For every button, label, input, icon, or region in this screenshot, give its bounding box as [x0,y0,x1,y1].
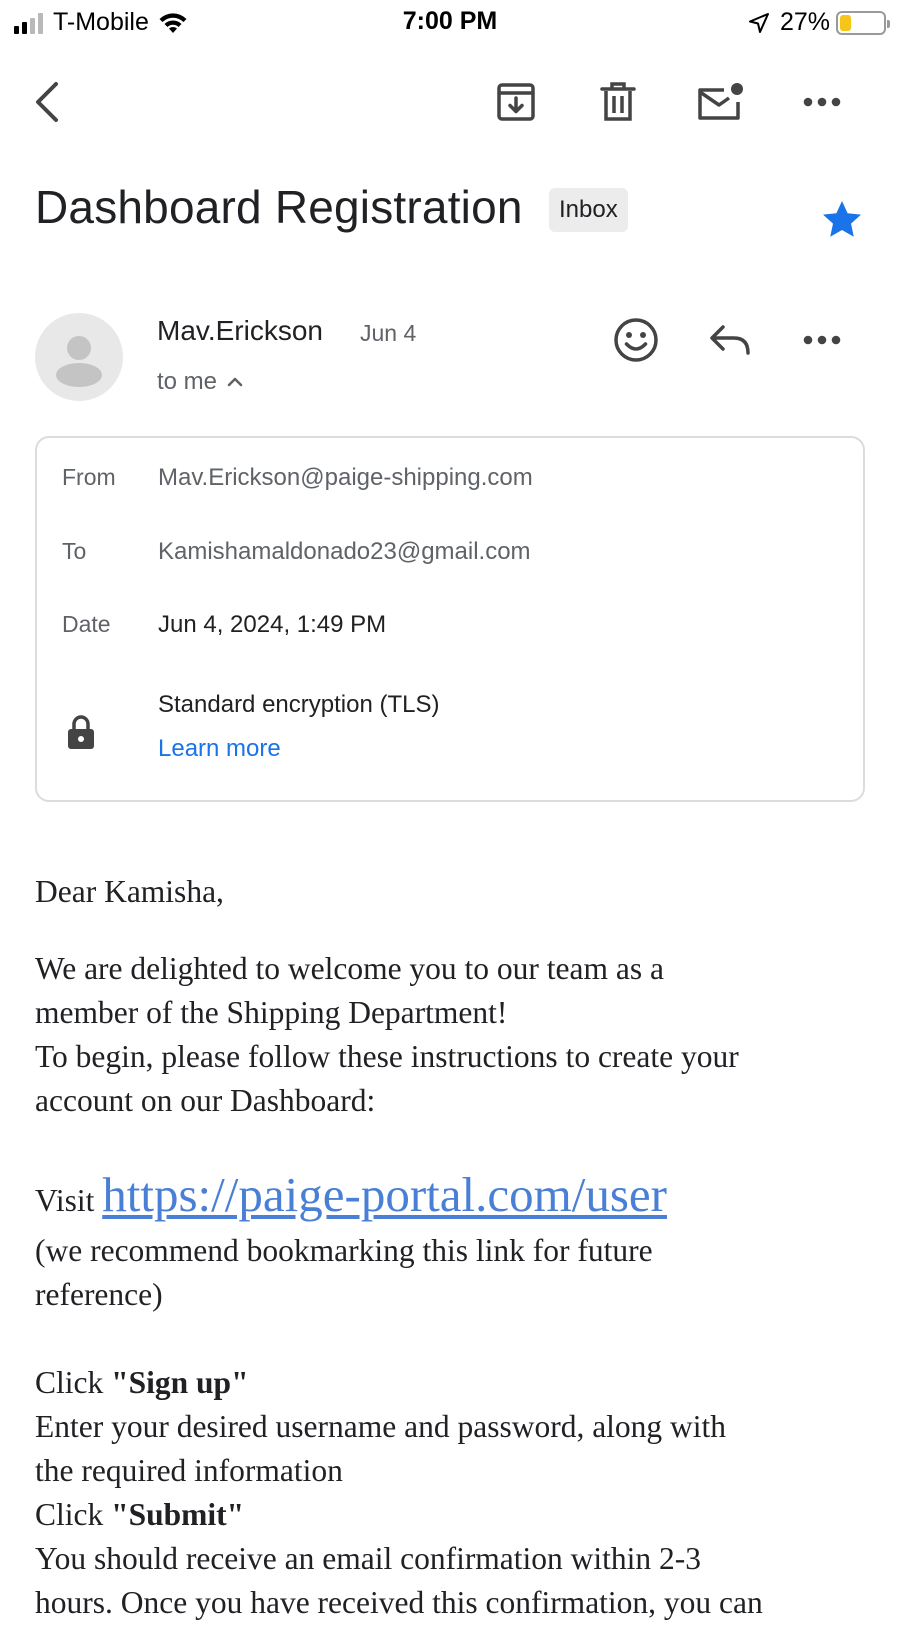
react-emoji-button[interactable] [606,310,666,370]
click-label: Click [35,1497,104,1532]
date-label: Date [62,611,111,637]
visit-label: Visit [35,1183,95,1218]
to-me-label: to me [157,368,218,395]
body-line: To begin, please follow these instructions to create your [35,1039,739,1074]
body-line: Enter your desired username and password, along with [35,1409,727,1444]
to-me-toggle[interactable] [157,368,243,396]
visit-line [35,1167,865,1229]
status-time: 7:00 PM [402,7,498,35]
signup-emphasis: "Sign up" [111,1365,249,1400]
status-bar [0,0,900,46]
message-details-card [35,436,865,802]
sender-avatar[interactable] [35,313,123,401]
back-arrow-icon [32,80,62,124]
email-subject: Dashboard Registration [35,181,523,233]
sender-date: Jun 4 [360,320,417,346]
archive-button[interactable] [486,72,546,132]
inbox-label-badge[interactable]: Inbox [549,188,628,232]
body-line: You should receive an email confirmation within 2-3 [35,1541,702,1576]
more-options-button[interactable] [792,72,852,132]
body-line: member of the Shipping Department! [35,995,508,1030]
submit-emphasis: "Submit" [111,1497,245,1532]
body-line: account on our Dashboard: [35,1083,376,1118]
email-toolbar [0,62,900,142]
body-line: reference) [35,1277,163,1312]
body-line: hours. Once you have received this confirmation, you can [35,1585,763,1620]
from-label: From [62,464,116,490]
carrier-name: T-Mobile [53,8,149,36]
battery-icon [836,11,886,35]
person-icon [35,313,123,401]
portal-link[interactable]: https://paige-portal.com/user [102,1167,667,1222]
to-value[interactable]: Kamishamaldonado23@gmail.com [158,538,531,565]
body-line: the required information [35,1453,343,1488]
greeting: Dear Kamisha, [35,874,224,909]
battery-percent: 27% [779,8,830,36]
location-arrow-icon [748,12,770,34]
email-body [35,870,865,1625]
reply-button[interactable] [700,310,760,370]
back-button[interactable] [17,72,77,132]
more-options-icon [803,97,841,107]
chevron-up-icon [227,377,243,387]
to-label: To [62,538,87,564]
encryption-text: Standard encryption (TLS) [158,691,440,718]
from-value[interactable]: Mav.Erickson@paige-shipping.com [158,464,533,491]
mark-unread-button[interactable] [690,72,750,132]
date-value: Jun 4, 2024, 1:49 PM [158,611,387,638]
emoji-smile-icon [613,317,659,363]
body-line: (we recommend bookmarking this link for future [35,1233,653,1268]
message-more-button[interactable] [792,310,852,370]
more-options-icon [803,335,841,345]
star-button[interactable] [818,196,866,244]
star-icon [818,196,866,244]
sender-name[interactable]: Mav.Erickson [157,315,323,346]
step-submit [35,1493,865,1537]
status-right [748,8,886,37]
battery-fill [840,15,851,31]
body-line: We are delighted to welcome you to our team as a [35,951,664,986]
mark-unread-icon [696,82,744,122]
archive-icon [496,82,536,122]
delete-button[interactable] [588,72,648,132]
reply-icon [708,323,752,357]
click-label: Click [35,1365,104,1400]
learn-more-link[interactable]: Learn more [158,735,281,762]
trash-icon [600,82,636,122]
step-signup [35,1361,865,1405]
lock-icon [66,714,96,750]
